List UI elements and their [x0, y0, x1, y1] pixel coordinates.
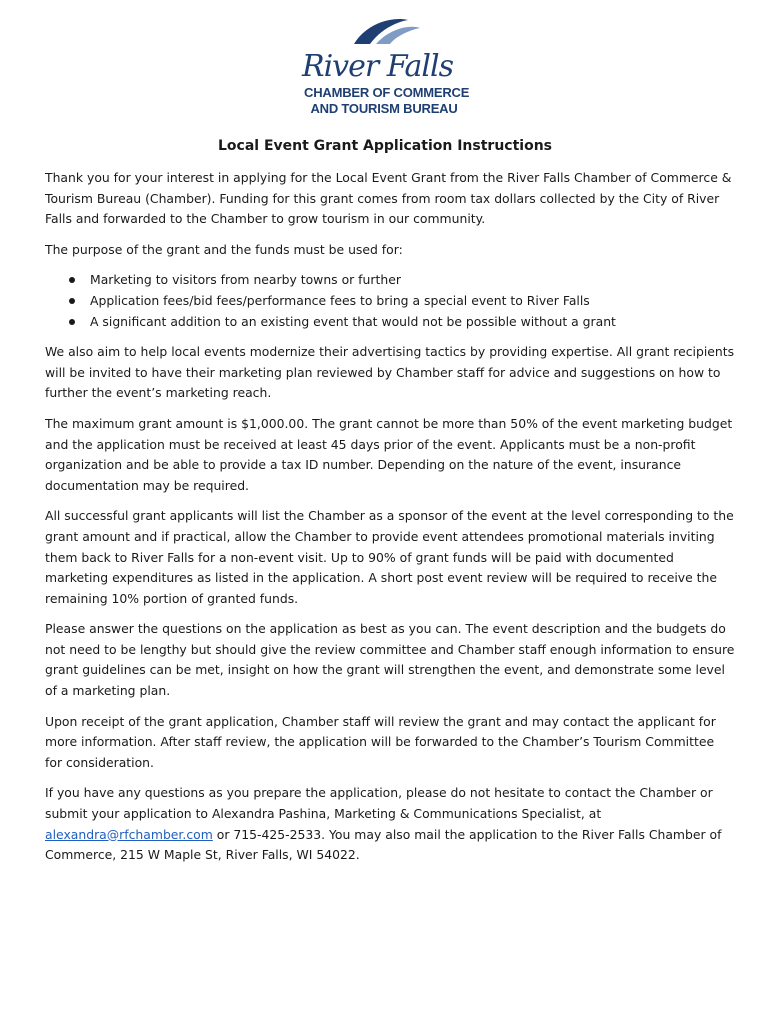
intro-paragraph: Thank you for your interest in applying for the Local Event Grant from the River Falls Chamber of Commerce & Tourism Bureau (Chamber). Funding for this grant comes from room tax dollars collected by the City of River Falls and forwarded to the Chamber to grow tourism in our community. — [45, 170, 732, 227]
list-item — [90, 270, 735, 291]
page-title: Local Event Grant Application Instructions — [217, 138, 552, 154]
list-item-text: Marketing to visitors from nearby towns or further — [90, 272, 401, 288]
list-item — [90, 291, 735, 312]
bullet-icon — [69, 319, 75, 325]
list-item-text: Application fees/bid fees/performance fees to bring a special event to River Falls — [90, 292, 590, 308]
logo-swoosh-icon — [296, 14, 466, 54]
grant-amount-paragraph: The maximum grant amount is $1,000.00. The grant cannot be more than 50% of the event marketing budget and the application must be received at least 45 days prior of the event. Applicants must be a non-profit organization and be able to provide a tax ID number. Depending on the nature of the event, insurance documentation may be required. — [45, 415, 733, 493]
purpose-list — [45, 270, 735, 332]
list-item-text: A significant addition to an existing event that would not be possible without a grant — [90, 313, 616, 329]
sponsorship-paragraph: All successful grant applicants will list the Chamber as a sponsor of the event at the level corresponding to the grant amount and if practical, allow the Chamber to provide event attendees promotional materials inviting them back to River Falls for a non-event visit. Up to 90% of grant funds will be paid with documented marketing expenditures as listed in the application. A short post event review will be required to receive the remaining 10% portion of granted funds. — [45, 508, 734, 606]
chamber-logo — [296, 14, 470, 122]
bullet-icon — [69, 298, 75, 304]
logo-line-2: AND TOURISM BUREAU — [310, 101, 458, 116]
purpose-paragraph: The purpose of the grant and the funds must be used for: — [45, 241, 403, 257]
contact-text-start: If you have any questions as you prepare the application, please do not hesitate to contact the Chamber or submit your application to Alexandra Pashina, Marketing & Communications Specialist, at — [45, 785, 713, 822]
modernize-paragraph: We also aim to help local events modernize their advertising tactics by providing expertise. All grant recipients will be invited to have their marketing plan reviewed by Chamber staff for advice and suggestions on how to further the event’s marketing reach. — [45, 344, 735, 401]
logo-script-text: River Falls — [302, 49, 454, 84]
review-paragraph: Upon receipt of the grant application, Chamber staff will review the grant and may contact the applicant for more information. After staff review, the application will be forwarded to the Chamber’s Tourism Committee for consideration. — [45, 713, 716, 770]
contact-text-end: or 715-425-2533. You may also mail the application to the River Falls Chamber of Commerce, 215 W Maple St, River Falls, WI 54022. — [45, 826, 722, 863]
logo-line-1: CHAMBER OF COMMERCE — [304, 85, 470, 100]
questions-paragraph: Please answer the questions on the application as best as you can. The event description and the budgets do not need to be lengthy but should give the review committee and Chamber staff enough information to ensure grant guidelines can be met, insight on how the grant will strengthen the event, and demonstrate some level of a marketing plan. — [45, 621, 735, 699]
list-item — [90, 312, 735, 333]
bullet-icon — [69, 277, 75, 283]
document-body — [45, 168, 735, 876]
contact-paragraph — [45, 783, 735, 865]
email-link[interactable]: alexandra@rfchamber.com — [45, 826, 213, 842]
